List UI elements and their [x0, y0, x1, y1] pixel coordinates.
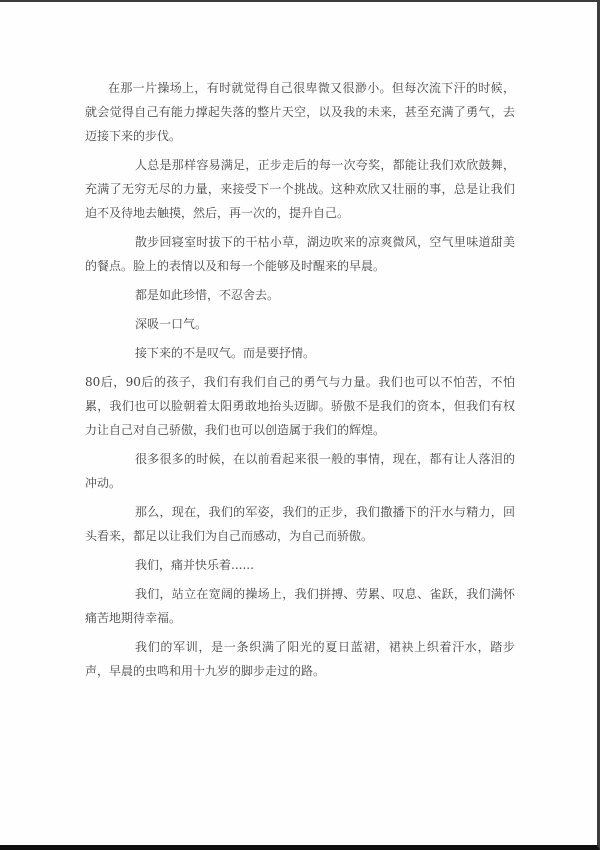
paragraph: 散步回寝室时拔下的干枯小草，湖边吹来的凉爽微风，空气里味道甜美的餐点。脸上的表情以及和每一个能够及时醒来的早晨。: [85, 235, 515, 273]
paragraph: 80后，90后的孩子，我们有我们自己的勇气与力量。我们也可以不怕苦，不怕累，我们也可以脸朝着太阳勇敢地抬头迈脚。骄傲不是我们的资本，但我们有权力让自己对自己骄傲，我们也可以创造属于我们的辉煌。: [85, 375, 515, 437]
paragraph: 接下来的不是叹气。而是要抒情。: [135, 346, 316, 360]
paragraph: 在那一片操场上，有时就觉得自己很卑微又很渺小。但每次流下汗的时候，就会觉得自己有能力撑起失落的整片天空，以及我的未来，甚至充满了勇气，去迈接下来的步伐。: [85, 81, 515, 143]
paragraph: 我们，痛并快乐着......: [135, 558, 254, 572]
paragraph: 我们的军训，是一条织满了阳光的夏日蓝裙，裙袂上织着汗水，踏步声，早晨的虫鸣和用十九岁的脚步走过的路。: [85, 640, 515, 678]
paragraph: 我们，站立在宽阔的操场上，我们拼搏、劳累、叹息、雀跃，我们满怀痛苦地期待幸福。: [85, 587, 515, 625]
paragraph: 深吸一口气。: [135, 317, 208, 331]
paragraph: 都是如此珍惜，不忍舍去。: [135, 288, 280, 302]
paragraph: 很多很多的时候，在以前看起来很一般的事情，现在，都有让人落泪的冲动。: [85, 452, 515, 490]
paragraph: 人总是那样容易满足，正步走后的每一次夸奖，都能让我们欢欣鼓舞，充满了无穷无尽的力量，来接受下一个挑战。这种欢欣又壮丽的事，总是让我们迫不及待地去触摸，然后，再一次的，提升自己。: [85, 158, 515, 220]
document-content: [85, 76, 515, 688]
paragraph: 那么，现在，我们的军姿，我们的正步，我们撒播下的汗水与精力，回头看来，都足以让我们为自己而感动，为自己而骄傲。: [85, 505, 515, 543]
